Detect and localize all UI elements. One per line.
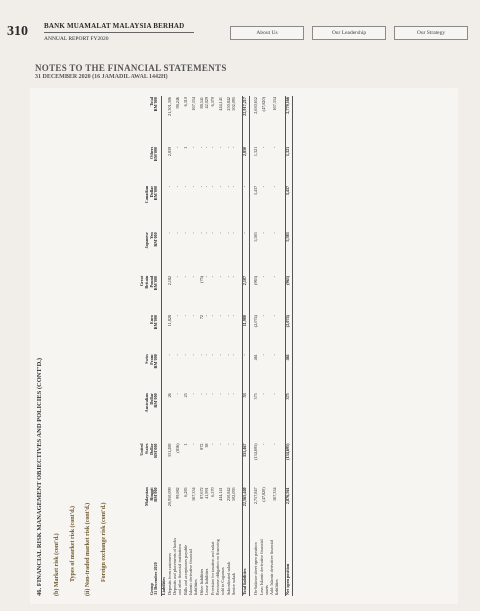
row-label: Lease liabilities (204, 568, 210, 595)
notes-subtitle: 31 DECEMBER 2020 (16 JAMADIL AWAL 1442H) (35, 74, 168, 80)
fx-risk-table (140, 96, 293, 596)
table-cell: 21,301,306 (166, 97, 172, 116)
table-cell: 5,583 (253, 232, 259, 242)
table-cell: 6,370 (209, 97, 215, 107)
table-cell: - (209, 146, 215, 149)
table-cell: - (225, 443, 231, 445)
table-cell: (75) (198, 275, 204, 283)
table-cell: - (182, 275, 188, 278)
column-header: Canadian Dollar RM'000 (140, 185, 162, 231)
table-cell: - (190, 354, 196, 356)
table-cell: 6,283 (182, 487, 188, 497)
table-cell: 2,107 (243, 275, 250, 314)
row-label: Provision for taxation and zakat (209, 541, 215, 595)
table-cell: (47,820) (261, 97, 267, 112)
table-cell: - (261, 314, 267, 317)
net-position-row (286, 96, 293, 596)
table-cell: - (209, 232, 215, 234)
table-cell: - (271, 275, 277, 278)
table-cell: 502,095 (231, 97, 237, 111)
page-number: 310 (7, 24, 28, 39)
table-cell: 25 (182, 393, 188, 398)
table-cell: - (174, 146, 180, 149)
row-label: Add: Islamic derivative financial liabilities (269, 539, 280, 595)
table-cell: 167,334 (190, 97, 196, 111)
table-cell: - (204, 393, 210, 395)
row-label: Less: Islamic derivative financial assets (258, 539, 269, 595)
table-cell: 375 (286, 392, 293, 442)
column-header: Total RM'000 (140, 96, 162, 146)
table-cell: - (225, 354, 231, 356)
table-row (260, 96, 270, 596)
table-cell: - (261, 354, 267, 356)
row-label: Recourse obligation on financing sold to Cagamas (215, 539, 226, 595)
table-cell: - (174, 275, 180, 278)
table-cell: 167,334 (271, 97, 277, 111)
table-cell: - (231, 185, 237, 188)
row-label: Islamic derivative financial liabilities (188, 549, 199, 595)
table-cell: - (225, 393, 231, 395)
table-header-row (140, 96, 162, 596)
table-cell: - (198, 146, 204, 149)
table-cell: 444,141 (217, 97, 223, 111)
table-cell: 6,370 (209, 487, 215, 497)
subheading-market-risk: (b) Market risk (cont'd.) (54, 533, 60, 596)
table-cell: - (217, 232, 223, 234)
table-cell: 375 (253, 393, 259, 400)
table-cell: - (217, 314, 223, 317)
rotated-page (30, 88, 458, 604)
column-header: Great Britain Pound RM'000 (140, 275, 162, 314)
table-cell: - (261, 185, 267, 188)
table-cell: - (225, 185, 231, 188)
table-cell: - (174, 185, 180, 188)
table-cell: 3,437 (286, 185, 293, 231)
table-cell: 461 (253, 354, 259, 361)
row-label: Deposits and placements of banks and other financial institutions (172, 538, 183, 595)
tab-about-us[interactable]: About Us (230, 26, 304, 40)
table-cell: 38 (204, 443, 210, 448)
table-cell: - (198, 232, 204, 234)
table-cell: - (243, 353, 250, 392)
table-cell: - (225, 146, 231, 149)
table-row (216, 96, 226, 596)
table-cell: - (209, 443, 215, 445)
row-label: Senior sukuk (231, 573, 237, 595)
column-header: United States Dollar RM'000 (140, 442, 162, 486)
table-cell: - (231, 275, 237, 278)
column-header: Group 31 December 2020 (140, 536, 162, 596)
table-cell: - (217, 275, 223, 278)
table-cell: - (198, 393, 204, 395)
table-cell: - (231, 232, 237, 234)
table-cell: - (209, 185, 215, 188)
table-cell: - (190, 232, 196, 234)
table-cell: - (209, 314, 215, 317)
table-cell: - (166, 354, 172, 356)
table-cell: - (271, 443, 277, 445)
table-cell: - (271, 393, 277, 395)
table-cell: 2,182 (166, 275, 172, 286)
table-cell: 99,082 (174, 487, 180, 499)
table-cell: - (225, 232, 231, 234)
table-cell: (2,074) (286, 314, 293, 353)
table-cell: - (204, 354, 210, 356)
table-cell: - (190, 185, 196, 188)
table-cell: (134,695) (286, 442, 293, 486)
table-cell: - (231, 314, 237, 317)
table-cell: - (231, 354, 237, 356)
table-cell: - (204, 275, 210, 278)
table-cell: - (182, 314, 188, 317)
table-cell: (47,820) (261, 487, 267, 502)
table-cell: - (231, 146, 237, 149)
table-cell: - (190, 146, 196, 149)
table-cell: 22,917,217 (243, 96, 250, 146)
table-cell: 2,839 (166, 146, 172, 157)
table-cell: - (271, 185, 277, 188)
table-cell: (836) (174, 443, 180, 453)
section-heading: 46. FINANCIAL RISK MANAGEMENT OBJECTIVES AND POLICIES (CONT'D.) (36, 357, 43, 596)
table-cell: - (204, 146, 210, 149)
table-cell: - (209, 354, 215, 356)
column-header: Others RM'000 (140, 146, 162, 185)
rotated-content (30, 88, 458, 604)
table-row (270, 96, 280, 596)
table-cell: - (174, 232, 180, 234)
table-cell: 331,289 (166, 443, 172, 458)
bank-name: BANK MUAMALAT MALAYSIA BERHAD (44, 22, 185, 30)
table-cell: (963) (253, 275, 259, 285)
tab-our-leadership[interactable]: Our Leadership (312, 26, 386, 40)
table-cell: - (217, 146, 223, 149)
table-cell: 11,900 (243, 314, 250, 353)
header-divider (44, 32, 194, 33)
table-cell: 11,828 (166, 314, 172, 327)
tab-our-strategy[interactable]: Our Strategy (394, 26, 468, 40)
table-cell: - (271, 354, 277, 356)
table-cell: - (225, 275, 231, 278)
subheading-non-traded: (ii) Non-traded market risk (cont'd.) (85, 502, 91, 596)
column-header: Australian Dollar RM'000 (140, 392, 162, 442)
table-cell: 5,583 (286, 231, 293, 275)
table-cell: 88,541 (198, 97, 204, 109)
row-label: Net open position (286, 536, 293, 596)
table-cell: 2,630,652 (253, 97, 259, 114)
table-cell: 6,310 (182, 97, 188, 107)
table-cell: - (217, 393, 223, 395)
table-cell: 444,141 (217, 487, 223, 501)
column-header: Euro RM'000 (140, 314, 162, 353)
table-cell: - (204, 232, 210, 234)
table-cell: 872 (198, 443, 204, 450)
table-cell: - (174, 314, 180, 317)
table-cell: - (198, 185, 204, 188)
table-cell: - (166, 232, 172, 234)
table-cell: - (261, 146, 267, 149)
table-cell: - (190, 314, 196, 317)
table-cell: 331,467 (243, 442, 250, 486)
table-cell: - (243, 185, 250, 231)
table-cell: 461 (286, 353, 293, 392)
column-header: Japanese Yen RM'000 (140, 231, 162, 275)
table-cell: - (217, 185, 223, 188)
table-cell: 2,757,847 (253, 487, 259, 505)
table-cell: - (231, 443, 237, 445)
row-label: Other liabilities (198, 568, 204, 595)
table-cell: - (204, 185, 210, 188)
table-cell: 167,334 (271, 487, 277, 501)
table-cell: - (198, 354, 204, 356)
row-label: Deposits from customers (166, 553, 172, 595)
table-cell: 167,334 (190, 487, 196, 501)
report-header (0, 0, 480, 80)
table-cell: - (174, 354, 180, 356)
table-cell: - (166, 185, 172, 188)
row-label: Subordinated sukuk (225, 561, 231, 595)
table-cell: 2,850 (243, 146, 250, 185)
table-cell: - (243, 231, 250, 275)
table-cell: - (190, 443, 196, 445)
table-cell: - (271, 146, 277, 149)
table-cell: - (190, 275, 196, 278)
notes-title: NOTES TO THE FINANCIAL STATEMENTS (35, 63, 227, 73)
table-cell: 2,876,561 (286, 486, 293, 536)
table-cell: 41,991 (204, 487, 210, 499)
table-cell: - (261, 275, 267, 278)
table-cell: 72 (198, 314, 204, 320)
table-cell: 20,950,099 (166, 487, 172, 507)
table-cell: - (204, 314, 210, 317)
table-cell: - (190, 393, 196, 395)
subheading-types: Types of market risk (cont'd.) (70, 505, 76, 582)
table-cell: 502,095 (231, 487, 237, 501)
table-cell: - (261, 393, 267, 395)
table-cell: - (271, 314, 277, 317)
table-cell: - (217, 443, 223, 445)
table-cell: - (182, 185, 188, 188)
column-header: Malaysian Ringgit RM'000 (140, 486, 162, 536)
table-cell: 98,246 (174, 97, 180, 109)
row-label: On-balance sheet open position (253, 542, 259, 595)
table-cell: - (182, 232, 188, 234)
table-cell: - (209, 393, 215, 395)
table-cell: 2,779,166 (286, 96, 293, 146)
column-header: Swiss Franc RM'000 (140, 353, 162, 392)
subheading-fx: Foreign exchange risk (cont'd.) (101, 502, 107, 582)
row-label: Liabilities (161, 577, 167, 595)
table-cell: 26 (166, 393, 172, 398)
row-label: Bills and acceptances payable (182, 544, 188, 595)
table-cell: (134,695) (253, 443, 259, 460)
table-cell: 53 (243, 392, 250, 442)
table-row (189, 96, 199, 596)
table-cell: - (231, 393, 237, 395)
table-cell: - (217, 354, 223, 356)
table-cell: - (261, 443, 267, 445)
table-cell: 42,029 (204, 97, 210, 109)
table-cell: - (261, 232, 267, 234)
table-cell: 1,321 (286, 146, 293, 185)
table-cell: 1,321 (253, 146, 259, 157)
table-cell: 250,842 (225, 487, 231, 501)
table-cell: 250,842 (225, 97, 231, 111)
table-cell: (963) (286, 275, 293, 314)
table-cell: (2,074) (253, 314, 259, 328)
table-body (162, 96, 292, 596)
table-cell: - (271, 232, 277, 234)
table-cell: 1 (182, 146, 188, 149)
table-cell: 3,437 (253, 185, 259, 196)
table-cell: 1 (182, 443, 188, 446)
table-cell: 87,672 (198, 487, 204, 499)
table-cell: - (182, 354, 188, 356)
report-name: ANNUAL REPORT FY2020 (44, 36, 109, 42)
table-cell: - (225, 314, 231, 317)
table-cell: - (209, 275, 215, 278)
table-cell: - (174, 393, 180, 395)
table-cell: 22,565,440 (243, 486, 250, 536)
row-label: Total liabilities (243, 536, 250, 596)
table-row (173, 96, 183, 596)
